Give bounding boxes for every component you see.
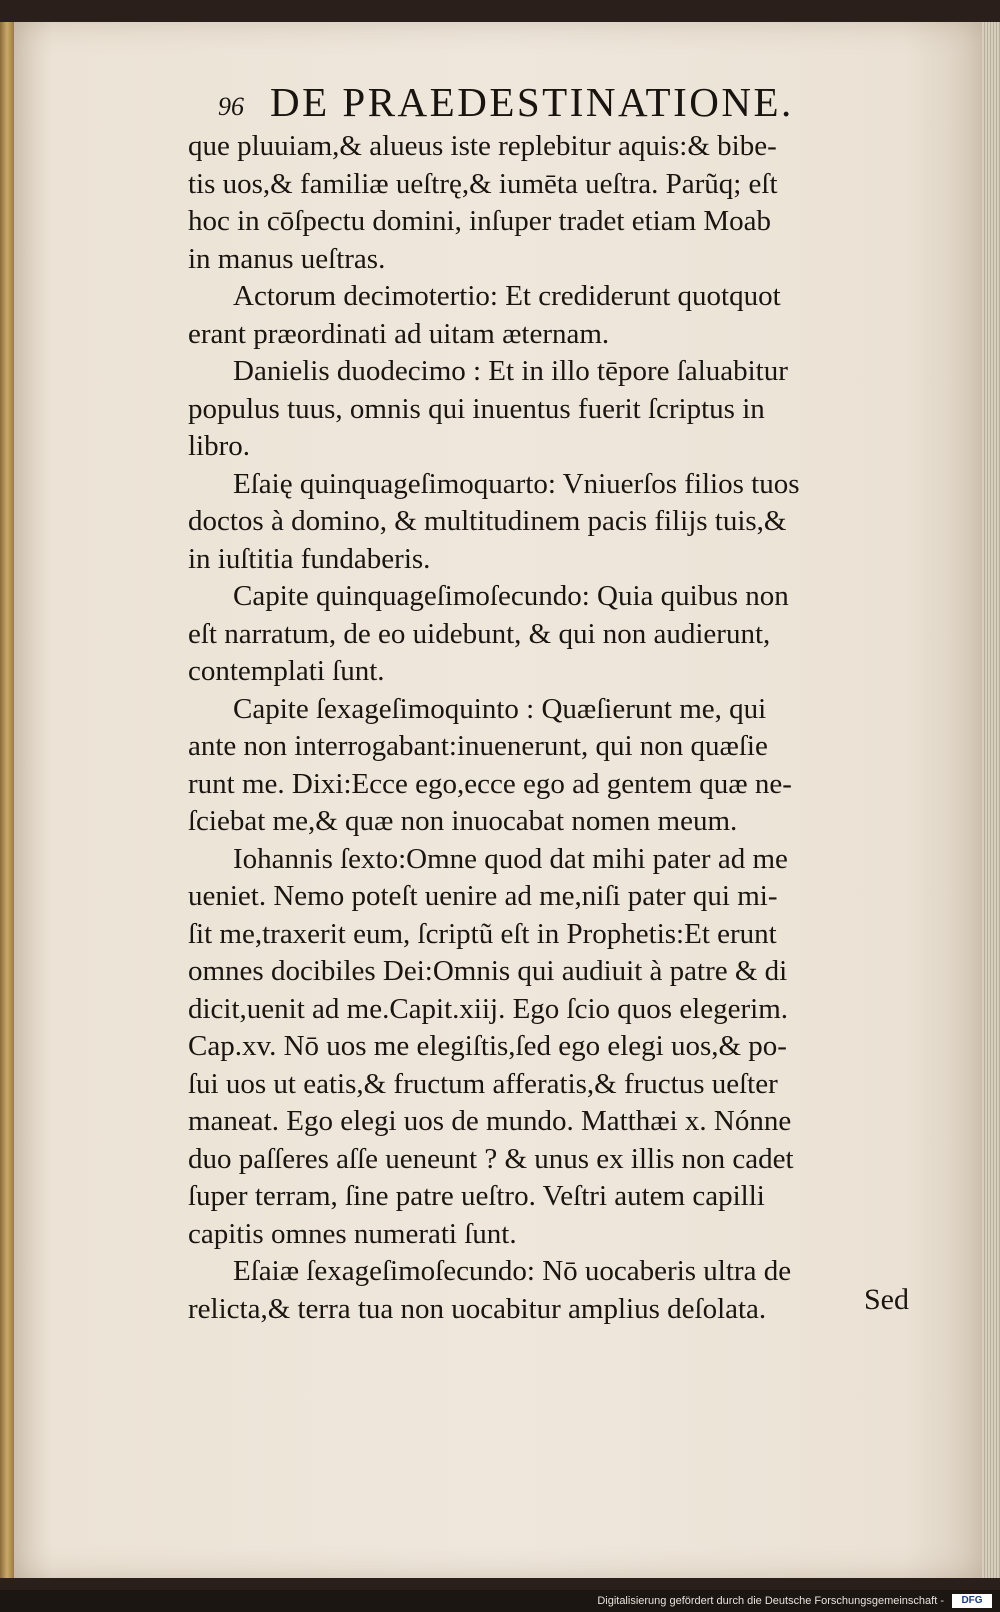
page-stack-edge <box>982 22 1000 1578</box>
text-line: in manus ueſtras. <box>188 242 386 275</box>
text-line: omnes docibiles Dei:Omnis qui audiuit à patre & di <box>188 955 788 987</box>
body-text <box>188 128 933 1328</box>
digitization-credit: Digitalisierung gefördert durch die Deutsche Forschungsgemeinschaft - <box>597 1595 944 1607</box>
running-title: DE PRAEDESTINATIONE. <box>270 79 794 125</box>
text-line: capitis omnes numerati ſunt. <box>188 1217 517 1250</box>
text-line: hoc in cōſpectu domini, inſuper tradet etiam Moab <box>188 205 772 237</box>
text-line: duo paſſeres aſſe ueneunt ? & unus ex illis non cadet <box>188 1142 794 1175</box>
text-line: Danielis duodecimo : Et in illo tēpore ſaluabitur <box>233 355 788 387</box>
text-line: que pluuiam,& alueus iste replebitur aquis:& bibe- <box>188 130 777 162</box>
text-line: Actorum decimotertio: Et crediderunt quotquot <box>233 280 781 312</box>
text-line: doctos à domino, & multitudinem pacis filijs tuis,& <box>188 505 787 537</box>
text-line: ſuper terram, ſine patre ueſtro. Veſtri autem capilli <box>188 1180 765 1212</box>
text-line: eſt narratum, de eo uidebunt, & qui non audierunt, <box>188 617 771 650</box>
text-line: tis uos,& familiæ ueſtrę,& iumēta ueſtra. Parũq; eſt <box>188 167 778 200</box>
text-line: relicta,& terra tua non uocabitur amplius deſolata. <box>188 1292 767 1325</box>
page-header <box>218 78 878 128</box>
text-line: ſciebat me,& quæ non inuocabat nomen meum. <box>188 805 738 837</box>
page-number: 96 <box>218 92 244 121</box>
text-line: erant præordinati ad uitam æternam. <box>188 317 610 350</box>
dfg-logo: DFG <box>952 1594 992 1608</box>
text-line: in iuſtitia fundaberis. <box>188 542 431 575</box>
text-line: Capite ſexageſimoquinto : Quæſierunt me, qui <box>233 692 767 725</box>
book-binding-edge <box>0 22 14 1578</box>
text-line: Eſaiæ ſexageſimoſecundo: Nō uocaberis ultra de <box>233 1255 792 1287</box>
text-line: dicit,uenit ad me.Capit.xiij. Ego ſcio quos elegerim. <box>188 992 789 1025</box>
text-line: Iohannis ſexto:Omne quod dat mihi pater ad me <box>233 842 788 875</box>
catchword: Sed <box>864 1283 909 1316</box>
text-line: ſui uos ut eatis,& fructum afferatis,& fructus ueſter <box>188 1067 778 1100</box>
text-line: ueniet. Nemo poteſt uenire ad me,niſi pater qui mi- <box>188 880 778 912</box>
text-line: libro. <box>188 430 251 462</box>
text-line: ſit me,traxerit eum, ſcriptũ eſt in Prophetis:Et erunt <box>188 917 777 950</box>
text-line: populus tuus, omnis qui inuentus fuerit ſcriptus in <box>188 392 765 425</box>
text-line: maneat. Ego elegi uos de mundo. Matthæi x. Nónne <box>188 1105 792 1137</box>
text-line: runt me. Dixi:Ecce ego,ecce ego ad gentem quæ ne- <box>188 767 792 800</box>
text-line: Eſaię quinquageſimoquarto: Vniuerſos filios tuos <box>233 467 800 500</box>
text-line: contemplati ſunt. <box>188 655 385 687</box>
text-line: Capite quinquageſimoſecundo: Quia quibus non <box>233 580 789 612</box>
text-line: ante non interrogabant:inuenerunt, qui non quæſie <box>188 730 768 762</box>
text-line: Cap.xv. Nō uos me elegiſtis,ſed ego elegi uos,& po- <box>188 1030 787 1062</box>
